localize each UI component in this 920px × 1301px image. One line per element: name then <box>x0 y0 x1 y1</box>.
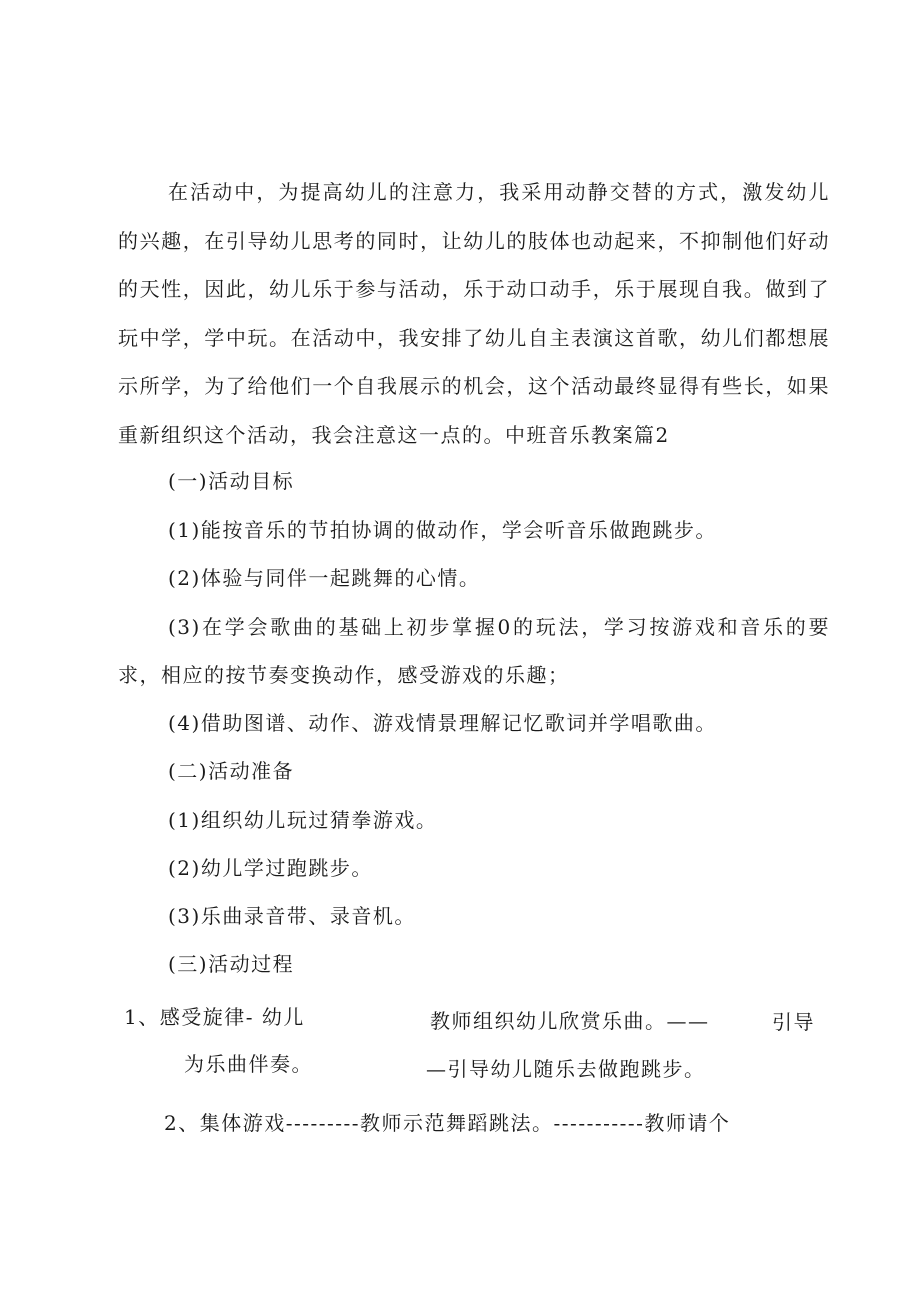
goals-heading: (一)活动目标 <box>168 469 295 493</box>
prep-item-2: (2)幼儿学过跑跳步。 <box>168 856 373 880</box>
step1-col3-line1: 引导 <box>772 1010 815 1034</box>
prep-item-1: (1)组织幼儿玩过猜拳游戏。 <box>168 808 438 832</box>
process-heading: (三)活动过程 <box>168 952 295 976</box>
step1-col2-line2: —引导幼儿随乐去做跑跳步。 <box>426 1057 706 1081</box>
step1-col1-line2: 为乐曲伴奏。 <box>184 1052 313 1076</box>
goal-item-3: (3)在学会歌曲的基础上初步掌握0的玩法，学习按游戏和音乐的要求，相应的按节奏变换动作，感受游戏的乐趣； <box>118 615 830 687</box>
goal-item-2: (2)体验与同伴一起跳舞的心情。 <box>168 566 481 590</box>
prep-item-3: (3)乐曲录音带、录音机。 <box>168 904 416 928</box>
process-step-2: 2、集体游戏---------教师示范舞蹈跳法。-----------教师请个 <box>164 1111 731 1135</box>
prep-heading: (二)活动准备 <box>168 759 295 783</box>
goal-item-4: (4)借助图谱、动作、游戏情景理解记忆歌词并学唱歌曲。 <box>168 711 717 735</box>
step1-col2-line1: 教师组织幼儿欣赏乐曲。—— <box>430 1009 710 1033</box>
step1-col1-line1: 1、感受旋律- 幼儿 <box>124 1005 305 1029</box>
goal-item-1: (1)能按音乐的节拍协调的做动作，学会听音乐做跑跳步。 <box>168 518 717 542</box>
intro-paragraph: 在活动中，为提高幼儿的注意力，我采用动静交替的方式，激发幼儿的兴趣，在引导幼儿思考的同时，让幼儿的肢体也动起来，不抑制他们好动的天性，因此，幼儿乐于参与活动，乐于动口动手，乐于展现自我。做到了玩中学，学中玩。在活动中，我安排了幼儿自主表演这首歌，幼儿们都想展示所学，为了给他们一个自我展示的机会，这个活动最终显得有些长，如果重新组织这个活动，我会注意这一点的。中班音乐教案篇2 <box>118 180 830 447</box>
